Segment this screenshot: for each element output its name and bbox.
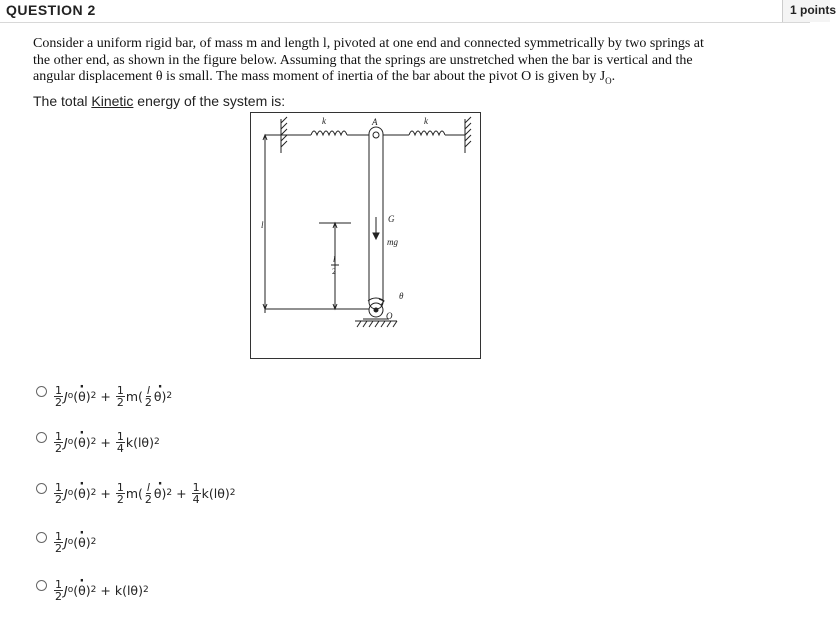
question-line-2: the other end, as shown in the figure below. Assuming that the springs are unstretched when the bar is vertical and the <box>33 52 693 68</box>
option-b-formula: $\frac{1}{2}$ J o · (θ) 2 + $\frac{1}{4}$ k(lθ) 2 <box>53 431 160 454</box>
kinetic-link[interactable]: Kinetic <box>91 93 134 109</box>
label-half-num: l <box>333 255 336 264</box>
option-d[interactable] <box>36 527 96 557</box>
dimension-l <box>263 135 369 309</box>
right-spring <box>383 131 465 135</box>
question-points: 1 points <box>782 0 830 22</box>
label-k-right: k <box>424 116 428 126</box>
label-theta: θ <box>399 291 404 301</box>
option-e-formula: $\frac{1}{2}$ J o · (θ) 2 + k(lθ) 2 <box>53 579 149 602</box>
question-title: QUESTION 2 <box>6 2 96 18</box>
label-G: G <box>388 214 395 224</box>
label-k-left: k <box>322 116 326 126</box>
right-wall <box>465 117 471 153</box>
option-e[interactable] <box>36 575 149 605</box>
option-a[interactable] <box>36 381 172 411</box>
option-a-radio[interactable] <box>36 386 47 397</box>
option-a-formula: $\frac{1}{2}$ J o · (θ) 2 + $\frac{1}{2}$ m( $\frac{l}{2}$ · θ) 2 <box>53 385 172 408</box>
option-b-radio[interactable] <box>36 432 47 443</box>
option-e-radio[interactable] <box>36 580 47 591</box>
option-d-radio[interactable] <box>36 532 47 543</box>
label-half-den: 2 <box>332 267 336 276</box>
option-c-formula: $\frac{1}{2}$ J o · (θ) 2 + $\frac{1}{2}$ m( $\frac{l}{2}$ · θ) 2 + $\frac{1}{4}$ k(lθ) 2 <box>53 482 236 505</box>
question-line-1: Consider a uniform rigid bar, of mass m and length l, pivoted at one end and connected symmetrically by two springs at <box>33 36 704 51</box>
option-c-radio[interactable] <box>36 483 47 494</box>
label-O: O <box>386 311 393 321</box>
left-wall <box>265 117 287 313</box>
figure-diagram <box>250 112 481 359</box>
option-d-formula: $\frac{1}{2}$ J o · (θ) 2 <box>53 531 96 554</box>
prompt-text: The total Kinetic energy of the system is: <box>33 93 286 109</box>
question-line-3: angular displacement θ is small. The mass moment of inertia of the bar about the pivot O is given by $J_O$. <box>33 69 616 86</box>
option-c[interactable] <box>36 478 236 508</box>
label-A: A <box>372 117 378 127</box>
dimension-half-l <box>319 223 351 309</box>
question-text <box>33 36 733 89</box>
label-l: l <box>261 220 264 230</box>
label-mg: mg <box>387 237 398 247</box>
question-header <box>0 0 836 23</box>
option-b[interactable] <box>36 427 160 457</box>
left-spring <box>281 131 369 135</box>
